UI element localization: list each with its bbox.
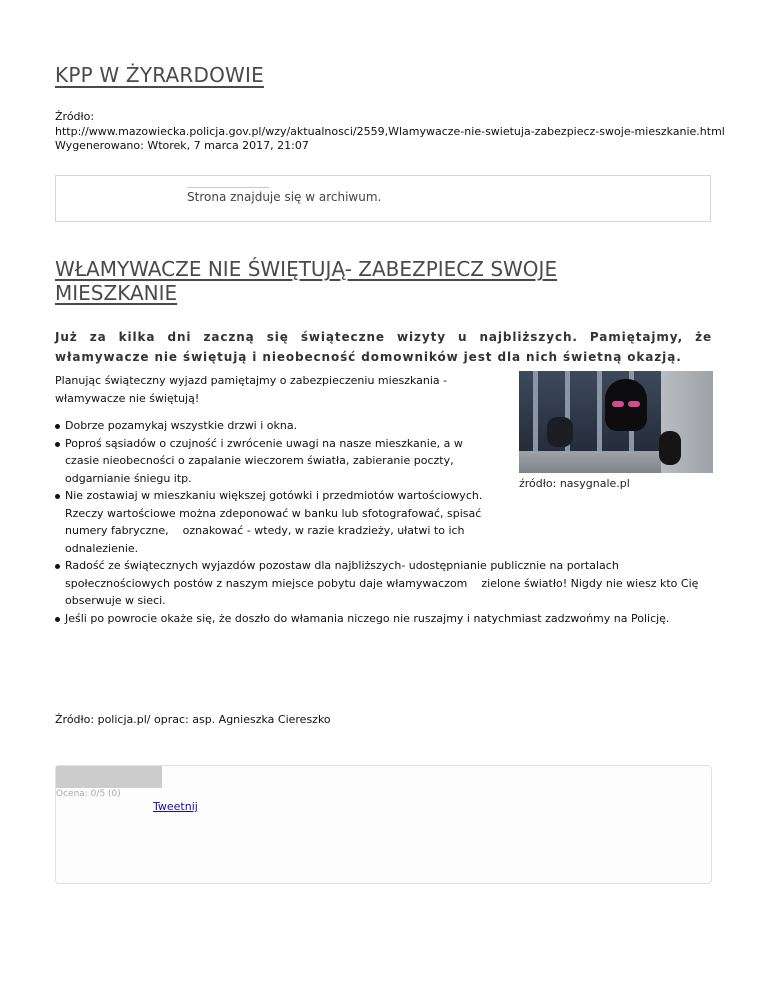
site-title: KPP W ŻYRARDOWIE <box>55 63 264 87</box>
generated-date: Wygenerowano: Wtorek, 7 marca 2017, 21:07 <box>55 139 309 152</box>
rating-text: Ocena: 0/5 (0) <box>56 789 121 799</box>
list-item: Radość ze świątecznych wyjazdów pozostaw dla najbliższych- udostępnianie publicznie na portalach społecznościowych postów z naszym miejsce pobytu daje włamywaczom zielone światło! Nigdy nie wiesz kto Cię obserwuje w sieci. <box>55 557 715 610</box>
bullet-icon <box>55 617 60 622</box>
article-intro: Planując świąteczny wyjazd pamiętajmy o zabezpieczeniu mieszkania - włamywacze nie świętują! <box>55 374 448 405</box>
archive-divider <box>187 187 269 188</box>
source-label: Źródło: <box>55 110 95 123</box>
article-title: WŁAMYWACZE NIE ŚWIĘTUJĄ- ZABEZPIECZ SWOJE MIESZKANIE <box>55 257 558 305</box>
rating-stars-bar[interactable] <box>56 766 162 788</box>
article-lead: Już za kilka dni zaczną się świąteczne wizyty u najbliższych. Pamiętajmy, że włamywacze nie świętują i nieobecność domowników jest dla nich świetną okazją. <box>55 330 712 364</box>
document-meta <box>55 110 755 154</box>
list-item: Jeśli po powrocie okaże się, że doszło do włamania niczego nie ruszajmy i natychmiast zadzwońmy na Policję. <box>55 610 715 628</box>
image-caption: źródło: nasygnale.pl <box>519 477 630 490</box>
list-item: Dobrze pozamykaj wszystkie drzwi i okna. <box>55 417 510 435</box>
bullet-icon <box>55 564 60 569</box>
list-item: Nie zostawiaj w mieszkaniu większej gotówki i przedmiotów wartościowych. Rzeczy wartościowe można zdeponować w banku lub sfotografować, spisać numery fabryczne, oznakować - wtedy, w razie kradzieży, ułatwi to ich odnalezienie. <box>55 487 503 557</box>
archive-notice: Strona znajduje się w archiwum. <box>187 190 382 204</box>
list-item: Poproś sąsiadów o czujność i zwrócenie uwagi na nasze mieszkanie, a w czasie nieobecności o zapalanie wieczorem światła, zabieranie poczty, odgarnianie śniegu itp. <box>55 435 485 488</box>
article-source: Źródło: policja.pl/ oprac: asp. Agnieszka Ciereszko <box>55 713 331 726</box>
tweet-link[interactable]: Tweetnij <box>153 800 198 813</box>
rating-panel <box>55 765 712 884</box>
archive-notice-box <box>55 175 711 222</box>
bullet-icon <box>55 424 60 429</box>
source-url: http://www.mazowiecka.policja.gov.pl/wzy/aktualnosci/2559,Wlamywacze-nie-swietuja-zabezpiecz-swoje-mieszkanie.html <box>55 124 725 138</box>
bullet-icon <box>55 442 60 447</box>
bullet-icon <box>55 494 60 499</box>
tips-list <box>55 417 715 627</box>
